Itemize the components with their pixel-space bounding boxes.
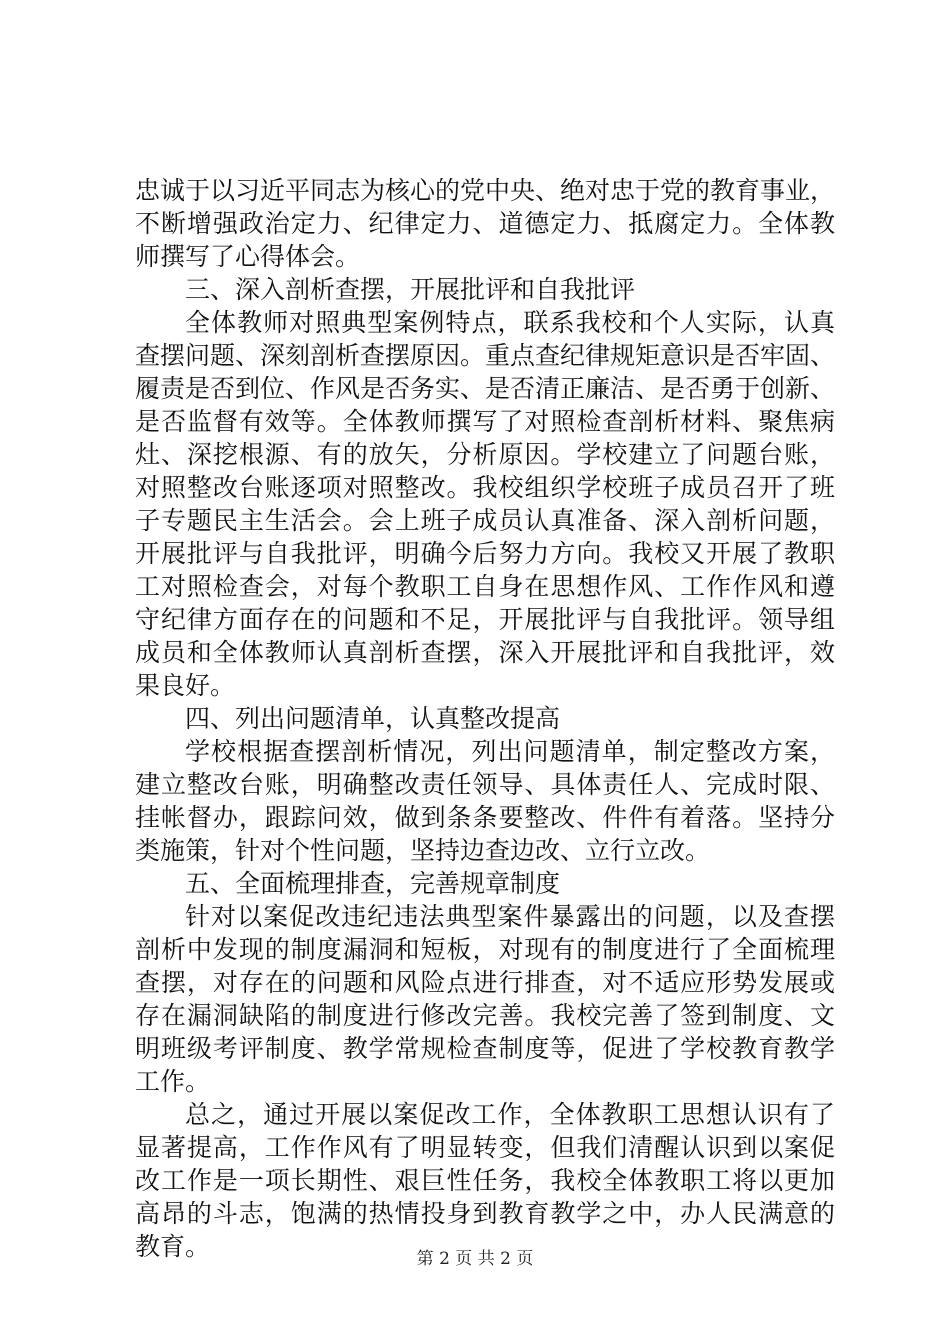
paragraph-line: 改工作是一项长期性、艰巨性任务，我校全体教职工将以更加 [135, 1166, 835, 1195]
paragraph-line: 不断增强政治定力、纪律定力、道德定力、抵腐定力。全体教 [135, 209, 835, 238]
paragraph-line: 查摆问题、深刻剖析查摆原因。重点查纪律规矩意识是否牢固、 [135, 341, 836, 370]
section-heading: 五、全面梳理排查，完善规章制度 [185, 869, 561, 898]
paragraph-line: 灶、深挖根源、有的放矢，分析原因。学校建立了问题台账， [135, 440, 835, 469]
paragraph-line: 忠诚于以习近平同志为核心的党中央、绝对忠于党的教育事业， [135, 176, 836, 205]
paragraph-line: 对照整改台账逐项对照整改。我校组织学校班子成员召开了班 [135, 473, 835, 502]
paragraph-last-line: 教育。 [135, 1232, 211, 1261]
paragraph-last-line: 工作。 [135, 1067, 211, 1096]
paragraph-line: 明班级考评制度、教学常规检查制度等，促进了学校教育教学 [135, 1034, 835, 1063]
paragraph-first-line: 针对以案促改违纪违法典型案件暴露出的问题，以及查摆 [185, 902, 835, 931]
paragraph-line: 高昂的斗志，饱满的热情投身到教育教学之中，办人民满意的 [135, 1199, 835, 1228]
document-body [135, 174, 835, 1263]
paragraph-last-line: 果良好。 [135, 671, 236, 700]
paragraph-line: 守纪律方面存在的问题和不足，开展批评与自我批评。领导组 [135, 605, 835, 634]
paragraph-line: 子专题民主生活会。会上班子成员认真准备、深入剖析问题， [135, 506, 835, 535]
paragraph-line: 工对照检查会，对每个教职工自身在思想作风、工作作风和遵 [135, 572, 835, 601]
paragraph-line: 显著提高，工作作风有了明显转变，但我们清醒认识到以案促 [135, 1133, 835, 1162]
paragraph-line: 是否监督有效等。全体教师撰写了对照检查剖析材料、聚焦病 [135, 407, 835, 436]
paragraph-last-line: 类施策，针对个性问题，坚持边查边改、立行立改。 [135, 836, 711, 865]
section-heading: 四、列出问题清单，认真整改提高 [185, 704, 561, 733]
paragraph-line: 履责是否到位、作风是否务实、是否清正廉洁、是否勇于创新、 [135, 374, 836, 403]
paragraph-last-line: 师撰写了心得体会。 [135, 242, 361, 271]
paragraph-line: 建立整改台账，明确整改责任领导、具体责任人、完成时限、 [135, 770, 835, 799]
paragraph-line: 挂帐督办，跟踪问效，做到条条要整改、件件有着落。坚持分 [135, 803, 835, 832]
paragraph-line: 查摆，对存在的问题和风险点进行排查，对不适应形势发展或 [135, 968, 835, 997]
paragraph-first-line: 学校根据查摆剖析情况，列出问题清单，制定整改方案， [185, 737, 835, 766]
paragraph-line: 开展批评与自我批评，明确今后努力方向。我校又开展了教职 [135, 539, 835, 568]
section-heading: 三、深入剖析查摆，开展批评和自我批评 [185, 275, 636, 304]
paragraph-line: 剖析中发现的制度漏洞和短板，对现有的制度进行了全面梳理 [135, 935, 835, 964]
paragraph-first-line: 总之，通过开展以案促改工作，全体教职工思想认识有了 [185, 1100, 835, 1129]
paragraph-line: 成员和全体教师认真剖析查摆，深入开展批评和自我批评，效 [135, 638, 835, 667]
paragraph-line: 存在漏洞缺陷的制度进行修改完善。我校完善了签到制度、文 [135, 1001, 835, 1030]
paragraph-first-line: 全体教师对照典型案例特点，联系我校和个人实际，认真 [185, 308, 835, 337]
page-footer: 第 2 页 共 2 页 [416, 1249, 534, 1269]
